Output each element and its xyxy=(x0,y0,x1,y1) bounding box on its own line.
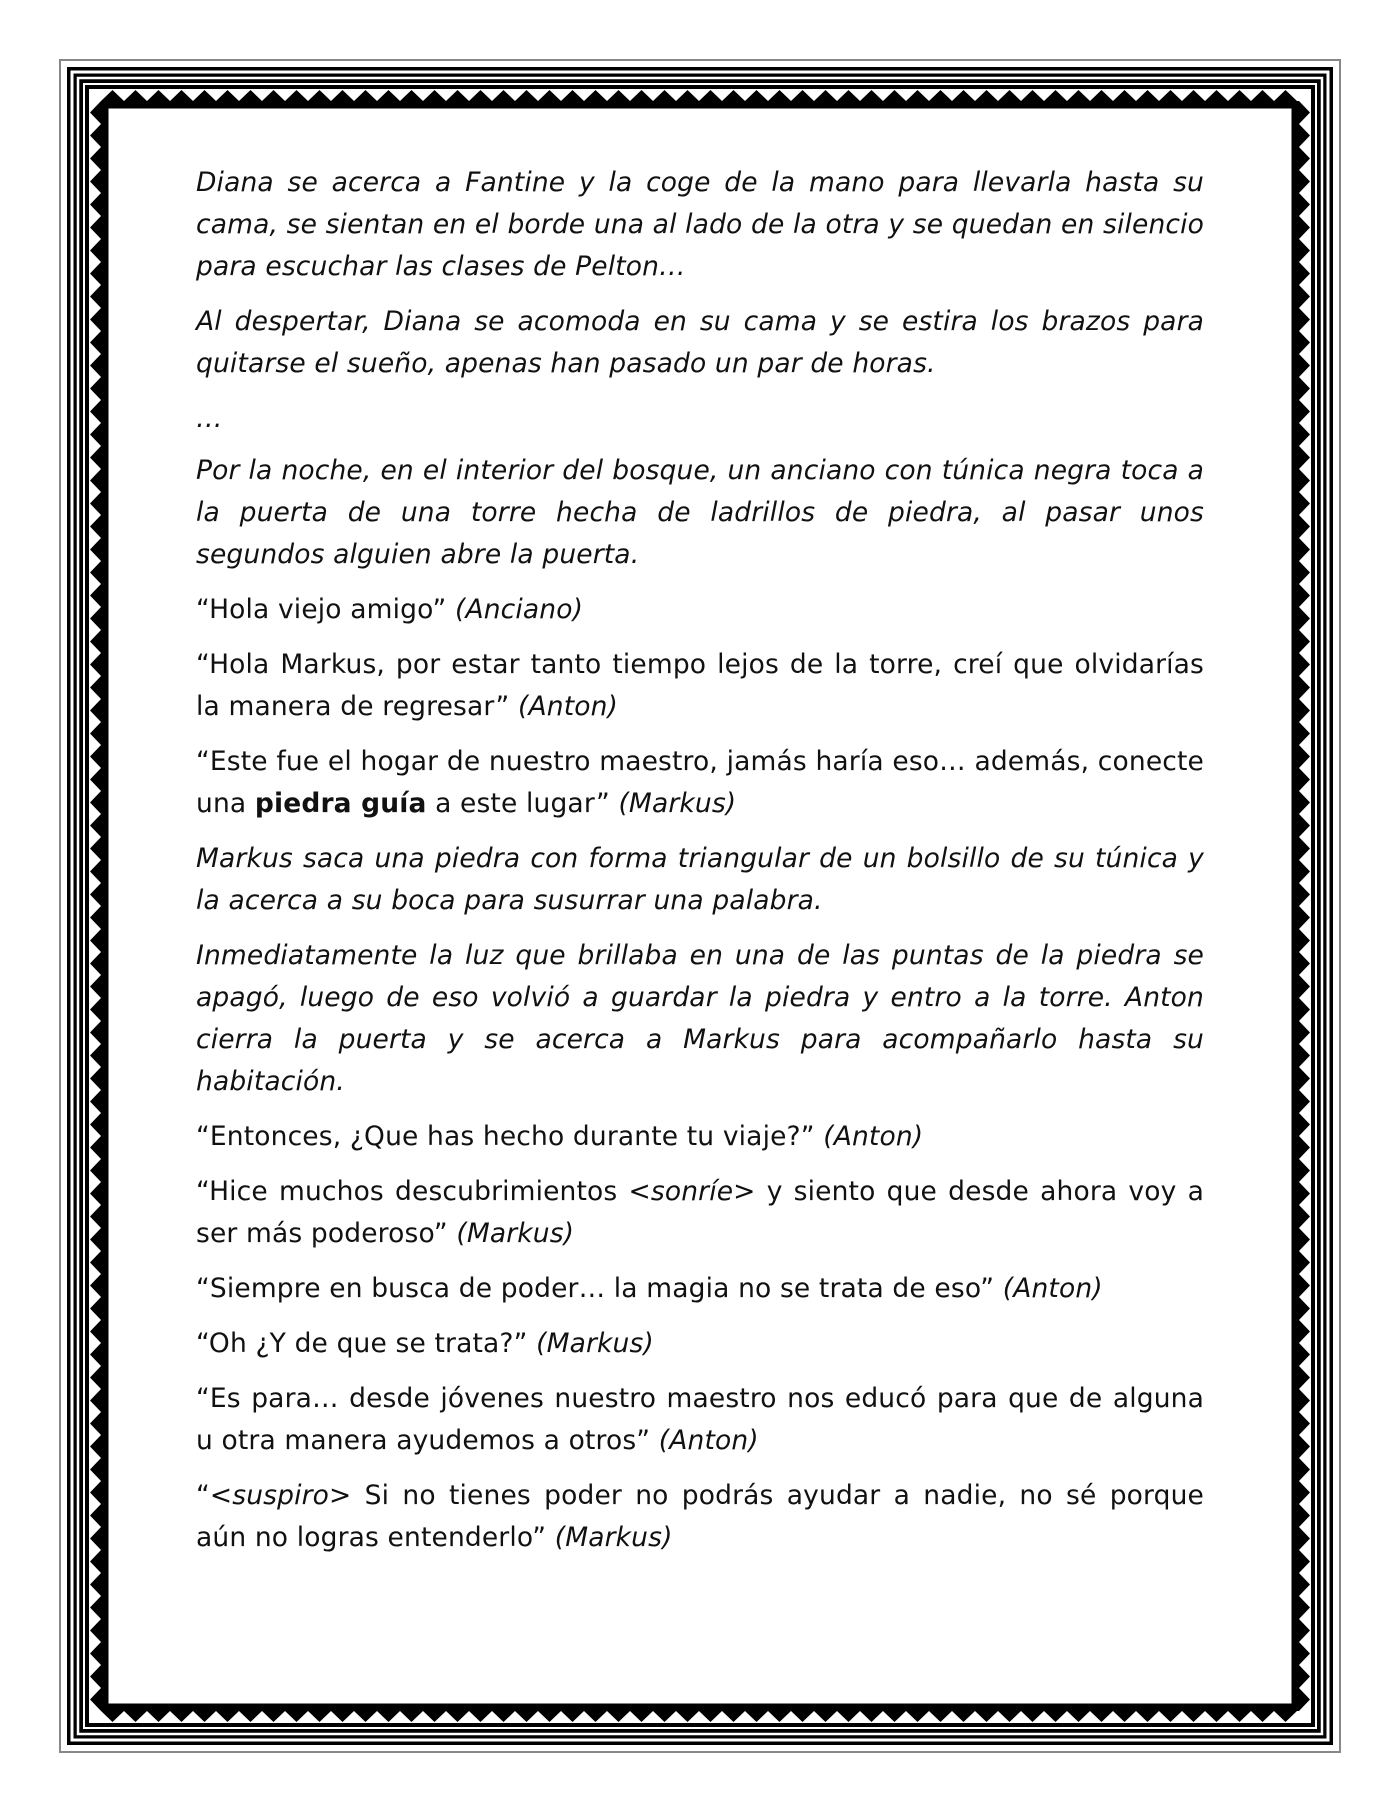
stage-direction: <suspiro> xyxy=(209,1480,352,1511)
scene-break: … xyxy=(196,403,223,434)
narration-paragraph: Diana se acerca a Fantine y la coge de la mano para llevarla hasta su cama, se sientan en el borde una al lado de la otra y se quedan en silencio para escuchar las clases de Pelton… xyxy=(196,167,1204,282)
dialogue-paragraph xyxy=(196,1268,1204,1310)
dialogue-line: “Hola Markus, por estar tanto tiempo lejos de la torre, creí que olvidarías la manera de regresar” xyxy=(196,649,1204,722)
dialogue-line: Si no tienes poder no podrás ayudar a nadie, no sé porque aún no logras entenderlo” xyxy=(196,1480,1204,1553)
speaker-tag: (Anton) xyxy=(658,1425,759,1456)
speaker-tag: (Anton) xyxy=(823,1121,924,1152)
speaker-tag: (Anton) xyxy=(518,691,619,722)
dialogue-paragraph xyxy=(196,1171,1204,1255)
speaker-tag: (Anciano) xyxy=(454,594,584,625)
dialogue-line: “ xyxy=(196,1480,210,1511)
dialogue-paragraph xyxy=(196,589,1204,631)
stage-direction: <sonríe> xyxy=(628,1176,756,1207)
speaker-tag: (Markus) xyxy=(554,1522,673,1553)
dialogue-line: “Es para… desde jóvenes nuestro maestro nos educó para que de alguna u otra manera ayudemos a otros” xyxy=(196,1383,1204,1456)
dialogue-paragraph xyxy=(196,1475,1204,1559)
speaker-tag: (Markus) xyxy=(456,1218,575,1249)
speaker-tag: (Markus) xyxy=(618,788,737,819)
dialogue-paragraph xyxy=(196,644,1204,728)
dialogue-line: “Hola viejo amigo” xyxy=(196,594,447,625)
dialogue-paragraph xyxy=(196,1116,1204,1158)
emphasized-term: piedra guía xyxy=(254,788,427,819)
narration-paragraph: Inmediatamente la luz que brillaba en una de las puntas de la piedra se apagó, luego de eso volvió a guardar la piedra y entro a la torre. Anton cierra la puerta y se acerca a Markus para acompañarlo hasta su habitación. xyxy=(196,940,1204,1097)
dialogue-line: “Hice muchos descubrimientos xyxy=(196,1176,618,1207)
dialogue-line: “Entonces, ¿Que has hecho durante tu viaje?” xyxy=(196,1121,815,1152)
document-text xyxy=(196,162,1204,1572)
speaker-tag: (Markus) xyxy=(536,1328,654,1359)
dialogue-line: a este lugar” xyxy=(435,788,610,819)
dialogue-paragraph xyxy=(196,1378,1204,1462)
narration-paragraph: Por la noche, en el interior del bosque, un anciano con túnica negra toca a la puerta de una torre hecha de ladrillos de piedra, al pasar unos segundos alguien abre la puerta. xyxy=(196,455,1204,570)
narration-paragraph: Markus saca una piedra con forma triangular de un bolsillo de su túnica y la acerca a su boca para susurrar una palabra. xyxy=(196,843,1204,916)
narration-paragraph: Al despertar, Diana se acomoda en su cama y se estira los brazos para quitarse el sueño, apenas han pasado un par de horas. xyxy=(196,306,1204,379)
dialogue-paragraph xyxy=(196,1323,1204,1365)
dialogue-line: y siento que desde ahora voy a ser más poderoso” xyxy=(196,1176,1204,1249)
dialogue-line: “Siempre en busca de poder… la magia no se trata de eso” xyxy=(196,1273,995,1304)
speaker-tag: (Anton) xyxy=(1002,1273,1103,1304)
dialogue-paragraph xyxy=(196,741,1204,825)
dialogue-line: “Oh ¿Y de que se trata?” xyxy=(196,1328,528,1359)
dialogue-line: “Este fue el hogar de nuestro maestro, jamás haría eso… además, conecte una xyxy=(196,746,1204,819)
